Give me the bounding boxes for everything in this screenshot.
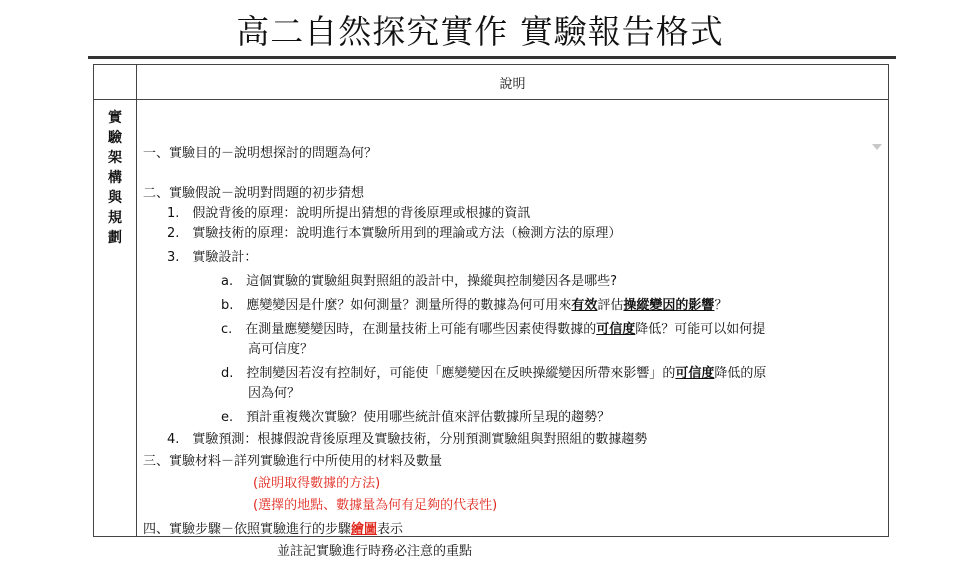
section-hypothesis: 二、實驗假說－說明對問題的初步猜想 [143,186,365,201]
title-underline [88,56,896,59]
design-item-c-emphasis-reliability: 可信度 [596,322,636,337]
report-format-table [93,64,889,559]
design-item-d-emphasis-reliability: 可信度 [675,366,715,381]
design-item-b-text-3: ？ [714,298,728,313]
design-item-c-text: c. 在測量應變變因時，在測量技術上可能有哪些因素使得數據的 [221,322,597,337]
design-item-c-text-2: 降低？可能可以如何提 [635,322,766,337]
section-procedure-emphasis-draw: 繪圖 [351,522,378,537]
design-item-b [221,296,727,316]
side-label: 實驗架構與規劃 [108,110,122,246]
procedure-note: 並註記實驗進行時務必注意的重點 [277,544,473,559]
design-item-b-emphasis-influence: 操縱變因的影響 [623,298,715,313]
section-procedure-text-2: 表示 [377,522,404,537]
section-purpose: 一、實驗目的－說明想探討的問題為何？ [143,146,378,161]
hypothesis-principle: 1. 假說背後的原理：說明所提出猜想的背後原理或根據的資訊 [167,206,531,221]
experiment-prediction: 4. 實驗預測：根據假說背後原理及實驗技術，分別預測實驗組與對照組的數據趨勢 [167,432,648,447]
experiment-design: 3. 實驗設計： [167,250,258,265]
header-cell: 說明 [137,65,889,100]
design-item-b-text-2: 評估 [597,298,624,313]
section-materials: 三、實驗材料－詳列實驗進行中所使用的材料及數量 [143,454,443,469]
table-body-row [94,100,889,537]
design-item-d [221,364,766,384]
dropdown-arrow-icon[interactable] [872,144,882,150]
design-item-b-emphasis-effective: 有效 [571,298,598,313]
design-item-e: e. 預計重複幾次實驗？使用哪些統計值來評估數據所呈現的趨勢？ [221,410,611,425]
materials-note-method: (說明取得數據的方法) [253,476,381,491]
design-item-a: a. 這個實驗的實驗組與對照組的設計中，操縱與控制變因各是哪些? [221,274,617,289]
design-item-d-cont: 因為何？ [248,386,301,401]
design-item-d-text-2: 降低的原 [714,366,767,381]
technique-principle: 2. 實驗技術的原理：說明進行本實驗所用到的理論或方法（檢測方法的原理） [167,226,622,241]
side-label-cell [94,100,137,537]
design-item-d-text: d. 控制變因若沒有控制好，可能使「應變變因在反映操縱變因所帶來影響」的 [221,366,676,381]
design-item-c-cont: 高可信度？ [248,342,314,357]
design-item-b-text: b. 應變變因是什麼？如何測量？測量所得的數據為何可用來 [221,298,572,313]
materials-note-representative: (選擇的地點、數據量為何有足夠的代表性) [253,498,498,513]
table-header-row [94,65,889,100]
design-item-c [221,320,765,340]
header-corner-cell [94,65,137,100]
section-procedure-text: 四、實驗步驟－依照實驗進行的步驟 [143,522,352,537]
section-procedure [143,520,403,540]
content-cell [137,100,889,559]
page-title: 高二自然探究實作 實驗報告格式 [236,12,724,51]
